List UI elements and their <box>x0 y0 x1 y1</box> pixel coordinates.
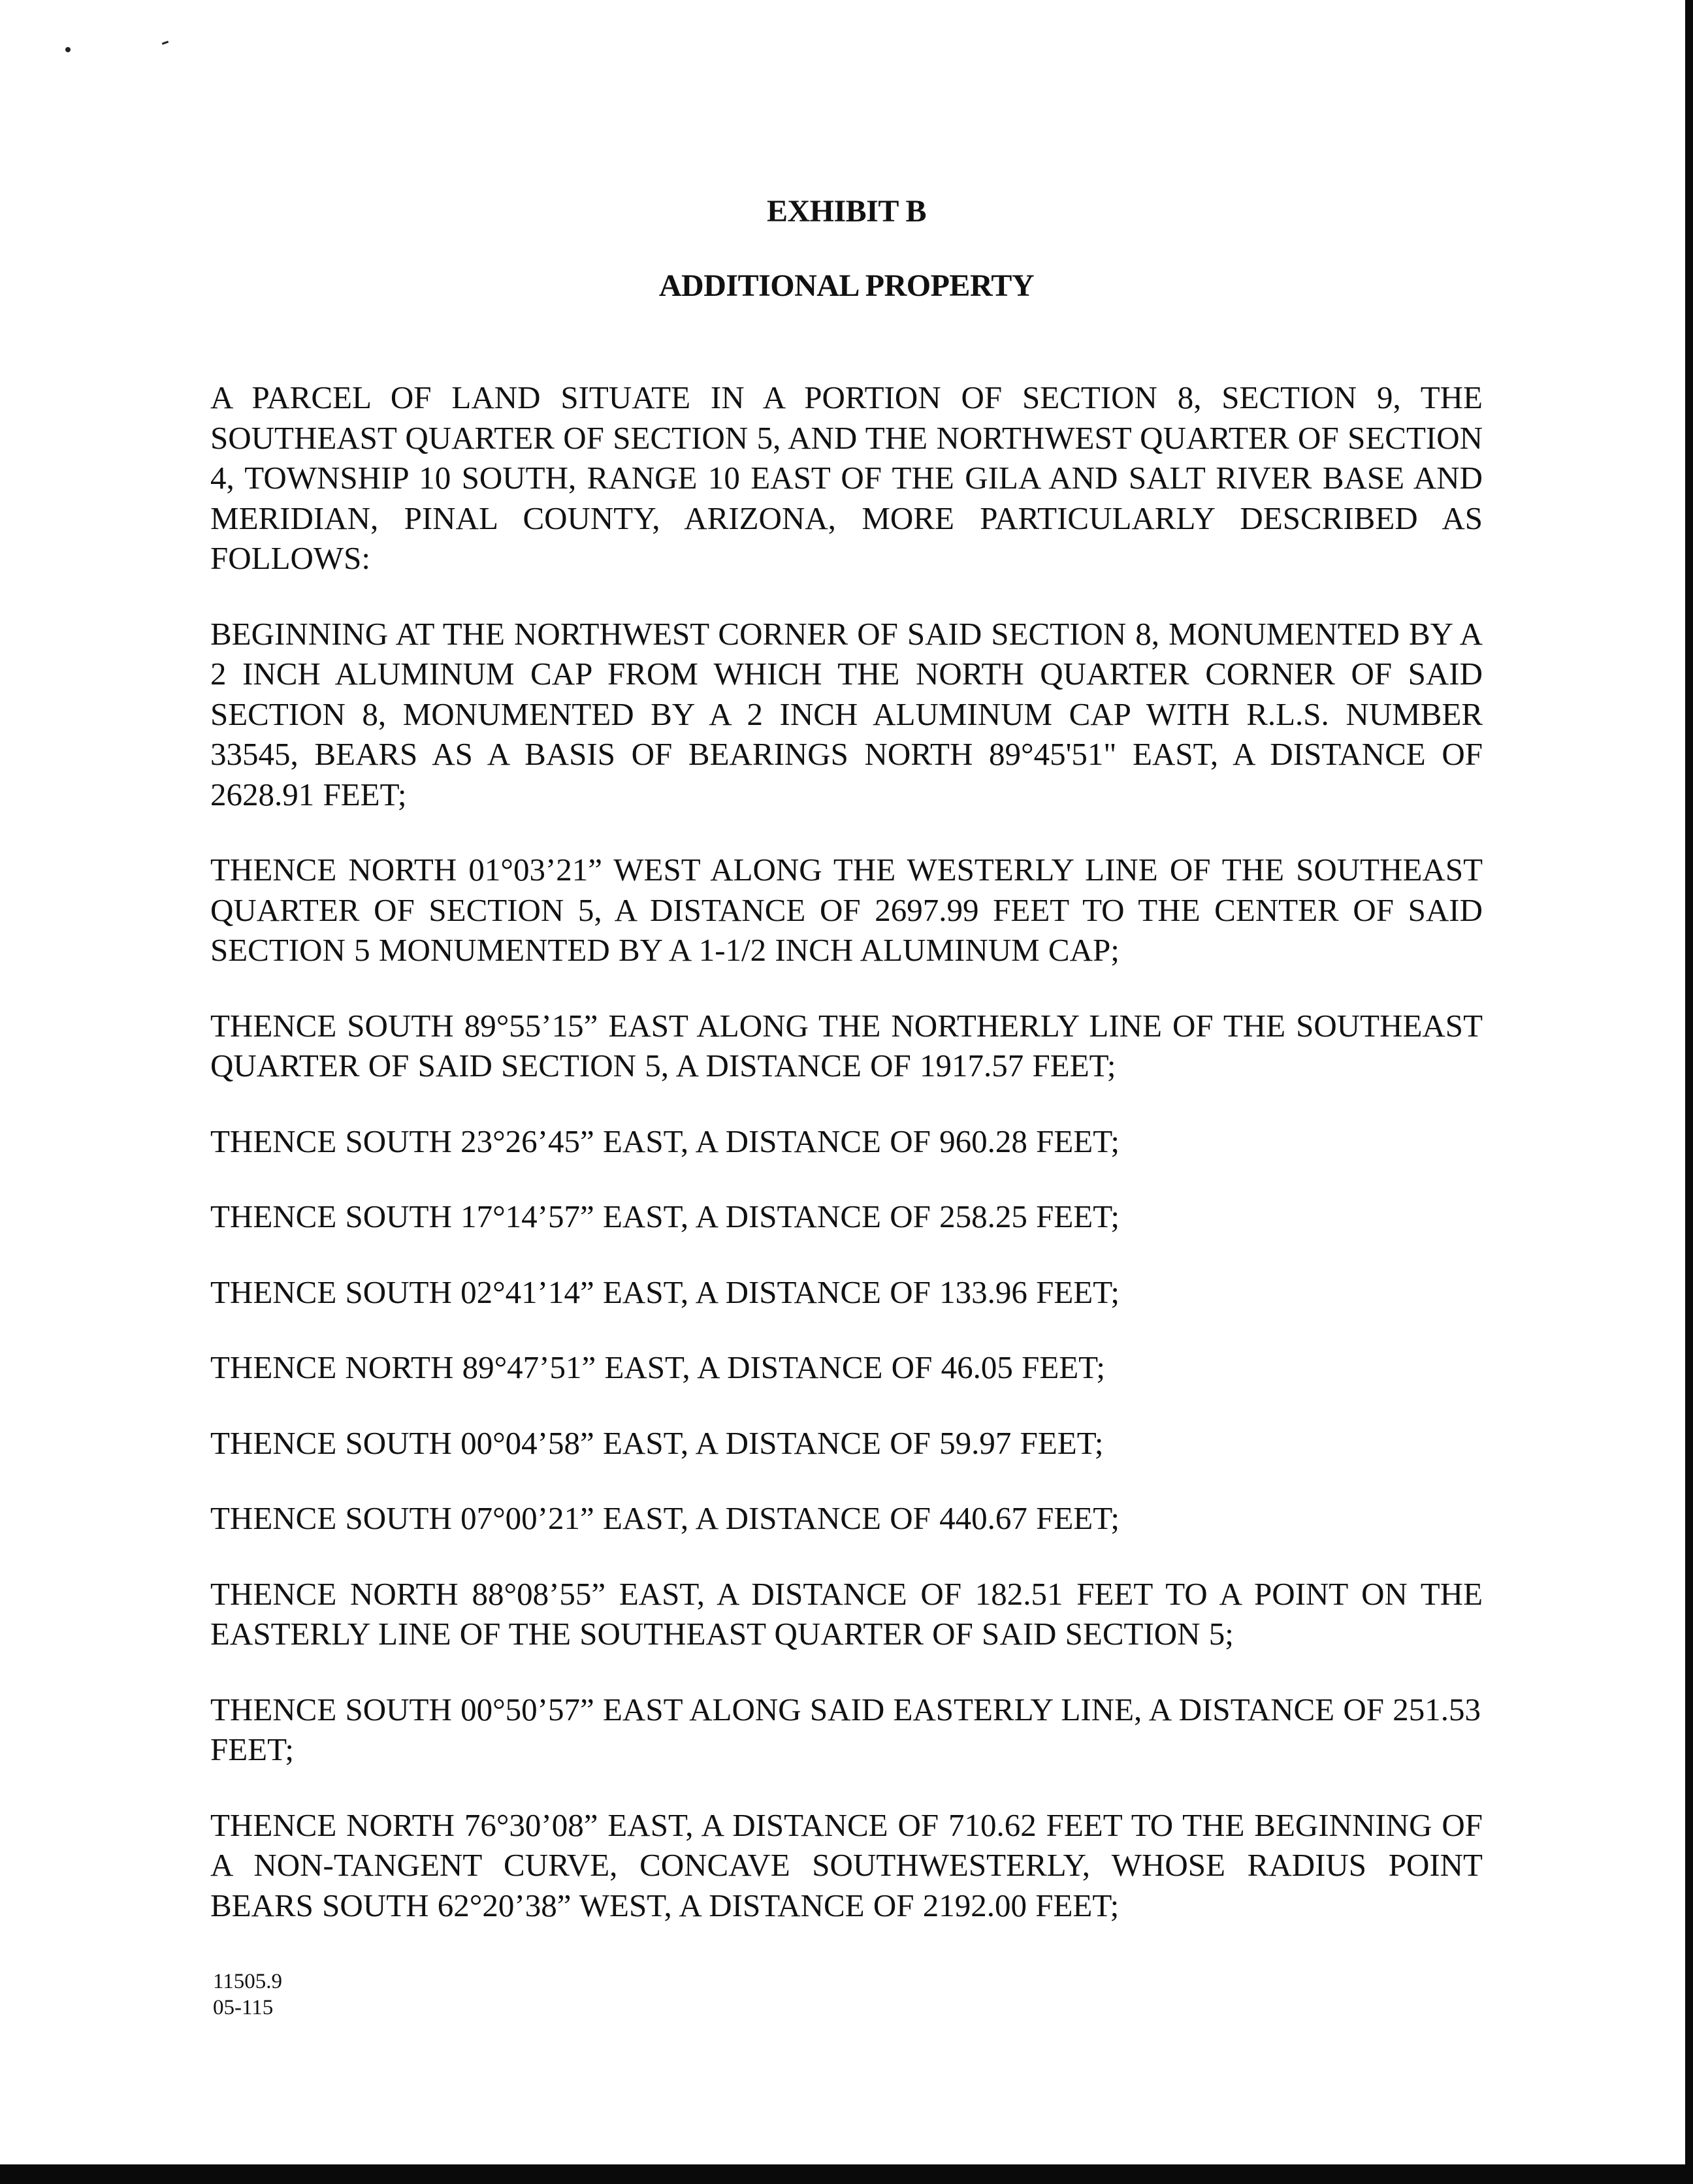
paragraph-course: THENCE NORTH 76°30’08” EAST, A DISTANCE OF 710.62 FEET TO THE BEGINNING OF A NON-TANGENT CURVE, CONCAVE SOUTHWESTERLY, WHOSE RADIUS POINT BEARS SOUTH 62°20’38” WEST, A DISTANCE OF 2192.00 FEET; <box>210 1807 1483 1923</box>
paragraph-course: THENCE SOUTH 00°50’57” EAST ALONG SAID EASTERLY LINE, A DISTANCE OF 251.53 FEET; <box>210 1691 1481 1767</box>
scan-border-bottom <box>0 2164 1693 2184</box>
paragraph-course: THENCE SOUTH 17°14’57” EAST, A DISTANCE OF 258.25 FEET; <box>210 1198 1120 1234</box>
paragraph-course: THENCE SOUTH 23°26’45” EAST, A DISTANCE OF 960.28 FEET; <box>210 1123 1120 1159</box>
document-title: ADDITIONAL PROPERTY <box>658 268 1035 303</box>
paragraph-course: THENCE SOUTH 00°04’58” EAST, A DISTANCE OF 59.97 FEET; <box>210 1424 1104 1461</box>
legal-description <box>210 377 1483 1961</box>
paragraph-course: THENCE NORTH 88°08’55” EAST, A DISTANCE OF 182.51 FEET TO A POINT ON THE EASTERLY LINE OF THE SOUTHEAST QUARTER OF SAID SECTION 5; <box>210 1575 1483 1652</box>
paragraph-course: THENCE NORTH 01°03’21” WEST ALONG THE WESTERLY LINE OF THE SOUTHEAST QUARTER OF SECTION 5, A DISTANCE OF 2697.99 FEET TO THE CENTER OF SAID SECTION 5 MONUMENTED BY A 1-1/2 INCH ALUMINUM CAP; <box>210 852 1483 968</box>
reference-code: 05-115 <box>213 1996 274 2019</box>
paragraph-course: THENCE SOUTH 89°55’15” EAST ALONG THE NORTHERLY LINE OF THE SOUTHEAST QUARTER OF SAID SECTION 5, A DISTANCE OF 1917.57 FEET; <box>210 1007 1483 1084</box>
scan-border-right <box>1685 0 1693 2184</box>
paragraph-course: THENCE SOUTH 02°41’14” EAST, A DISTANCE OF 133.96 FEET; <box>210 1274 1120 1310</box>
paragraph-parcel-intro: A PARCEL OF LAND SITUATE IN A PORTION OF SECTION 8, SECTION 9, THE SOUTHEAST QUARTER OF SECTION 5, AND THE NORTHWEST QUARTER OF SECTION 4, TOWNSHIP 10 SOUTH, RANGE 10 EAST OF THE GILA AND SALT RIVER BASE AND MERIDIAN, PINAL COUNTY, ARIZONA, MORE PARTICULARLY DESCRIBED AS FOLLOWS: <box>210 379 1483 576</box>
paragraph-point-of-beginning: BEGINNING AT THE NORTHWEST CORNER OF SAID SECTION 8, MONUMENTED BY A 2 INCH ALUMINUM CAP FROM WHICH THE NORTH QUARTER CORNER OF SAID SECTION 8, MONUMENTED BY A 2 INCH ALUMINUM CAP WITH R.L.S. NUMBER 33545, BEARS AS A BASIS OF BEARINGS NORTH 89°45'51" EAST, A DISTANCE OF 2628.91 FEET; <box>210 615 1483 812</box>
reference-number: 11505.9 <box>213 1970 283 1993</box>
exhibit-heading: EXHIBIT B <box>766 194 927 229</box>
document-reference <box>213 1968 282 2021</box>
paragraph-course: THENCE NORTH 89°47’51” EAST, A DISTANCE OF 46.05 FEET; <box>210 1349 1106 1385</box>
scan-speck <box>162 40 169 44</box>
paragraph-course: THENCE SOUTH 07°00’21” EAST, A DISTANCE OF 440.67 FEET; <box>210 1500 1120 1536</box>
scan-speck <box>65 47 71 52</box>
